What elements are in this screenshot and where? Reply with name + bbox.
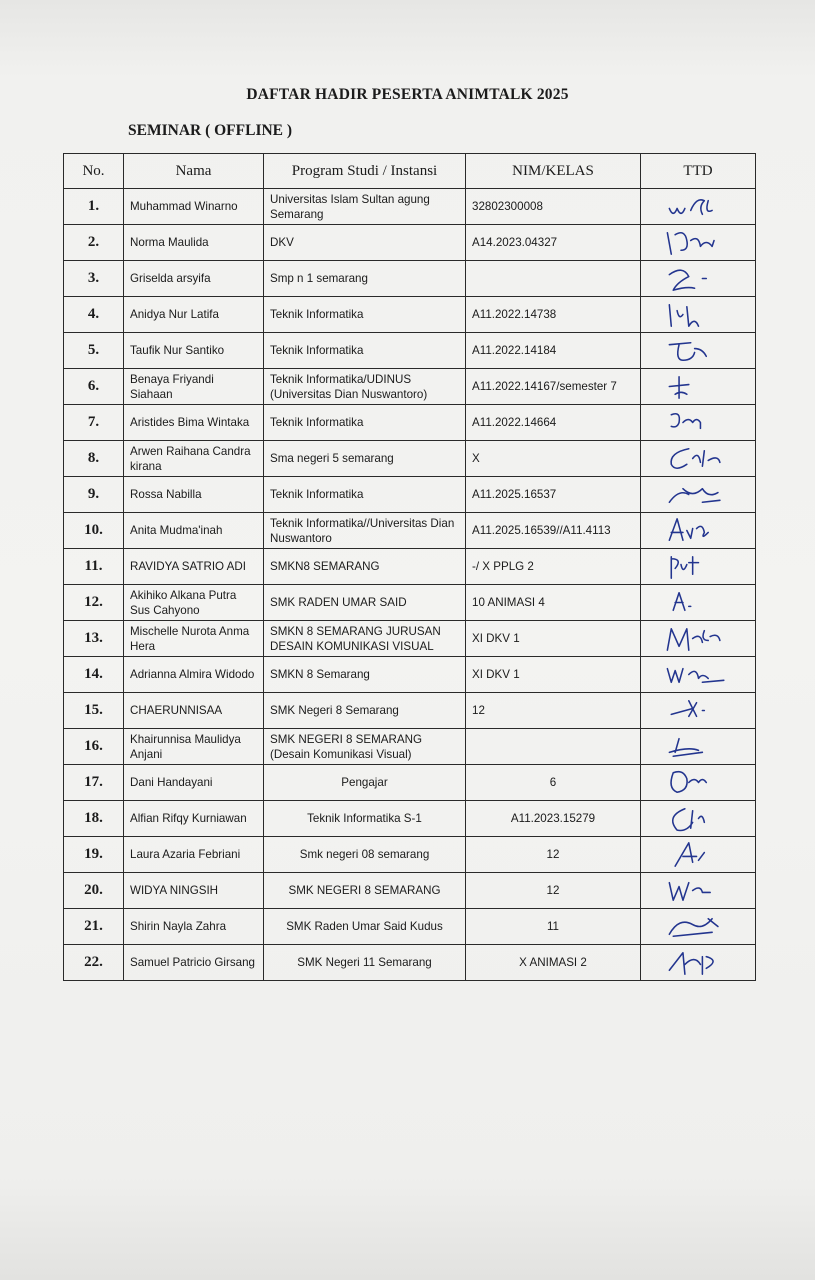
header-program: Program Studi / Instansi	[264, 154, 466, 189]
participant-program: SMKN 8 SEMARANG JURUSAN DESAIN KOMUNIKASI VISUAL	[264, 621, 466, 657]
participant-name: Alfian Rifqy Kurniawan	[124, 801, 264, 837]
handwritten-signature	[641, 477, 756, 512]
row-number: 20.	[64, 873, 124, 909]
table-row	[64, 729, 756, 765]
participant-nim: A14.2023.04327	[466, 225, 641, 261]
participant-name: Arwen Raihana Candra kirana	[124, 441, 264, 477]
document-subtitle: SEMINAR ( OFFLINE )	[128, 122, 293, 139]
participant-signature	[641, 909, 756, 945]
table-row	[64, 693, 756, 729]
document-title: DAFTAR HADIR PESERTA ANIMTALK 2025	[246, 86, 569, 103]
participant-signature	[641, 405, 756, 441]
participant-name: RAVIDYA SATRIO ADI	[124, 549, 264, 585]
participant-name: Anita Mudma'inah	[124, 513, 264, 549]
row-number: 18.	[64, 801, 124, 837]
table-row	[64, 585, 756, 621]
header-nama: Nama	[124, 154, 264, 189]
handwritten-signature	[641, 189, 756, 224]
table-row	[64, 369, 756, 405]
row-number: 4.	[64, 297, 124, 333]
participant-signature	[641, 369, 756, 405]
participant-program: Universitas Islam Sultan agung Semarang	[264, 189, 466, 225]
participant-program: Teknik Informatika//Universitas Dian Nuswantoro	[264, 513, 466, 549]
participant-nim: A11.2022.14738	[466, 297, 641, 333]
row-number: 19.	[64, 837, 124, 873]
row-number: 7.	[64, 405, 124, 441]
participant-program: Pengajar	[264, 765, 466, 801]
participant-program: Teknik Informatika	[264, 297, 466, 333]
participant-signature	[641, 333, 756, 369]
table-row	[64, 513, 756, 549]
participant-nim: A11.2023.15279	[466, 801, 641, 837]
participant-nim	[466, 729, 641, 765]
table-row	[64, 621, 756, 657]
participant-program: SMKN 8 Semarang	[264, 657, 466, 693]
participant-nim: 12	[466, 693, 641, 729]
handwritten-signature	[641, 801, 756, 836]
participant-nim: XI DKV 1	[466, 621, 641, 657]
participant-name: Norma Maulida	[124, 225, 264, 261]
handwritten-signature	[641, 621, 756, 656]
participant-signature	[641, 945, 756, 981]
table-row	[64, 225, 756, 261]
table-row	[64, 189, 756, 225]
participant-signature	[641, 225, 756, 261]
participant-program: Smk negeri 08 semarang	[264, 837, 466, 873]
row-number: 1.	[64, 189, 124, 225]
participant-signature	[641, 477, 756, 513]
participant-nim: XI DKV 1	[466, 657, 641, 693]
participant-name: Adrianna Almira Widodo	[124, 657, 264, 693]
row-number: 21.	[64, 909, 124, 945]
row-number: 16.	[64, 729, 124, 765]
handwritten-signature	[641, 225, 756, 260]
row-number: 12.	[64, 585, 124, 621]
table-row	[64, 441, 756, 477]
participant-program: Teknik Informatika	[264, 333, 466, 369]
handwritten-signature	[641, 369, 756, 404]
participant-name: Griselda arsyifa	[124, 261, 264, 297]
participant-nim: A11.2022.14664	[466, 405, 641, 441]
participant-name: Dani Handayani	[124, 765, 264, 801]
participant-signature	[641, 513, 756, 549]
participant-program: Teknik Informatika/UDINUS (Universitas Dian Nuswantoro)	[264, 369, 466, 405]
participant-nim: 10 ANIMASI 4	[466, 585, 641, 621]
participant-program: Teknik Informatika S-1	[264, 801, 466, 837]
handwritten-signature	[641, 549, 756, 584]
handwritten-signature	[641, 837, 756, 872]
handwritten-signature	[641, 729, 756, 764]
participant-signature	[641, 765, 756, 801]
handwritten-signature	[641, 333, 756, 368]
table-row	[64, 477, 756, 513]
participant-nim: A11.2022.14184	[466, 333, 641, 369]
participant-program: SMK NEGERI 8 SEMARANG (Desain Komunikasi Visual)	[264, 729, 466, 765]
participant-signature	[641, 549, 756, 585]
table-row	[64, 909, 756, 945]
participant-program: Sma negeri 5 semarang	[264, 441, 466, 477]
participant-nim: -/ X PPLG 2	[466, 549, 641, 585]
row-number: 9.	[64, 477, 124, 513]
participant-name: Khairunnisa Maulidya Anjani	[124, 729, 264, 765]
participant-signature	[641, 441, 756, 477]
participant-name: Laura Azaria Febriani	[124, 837, 264, 873]
participant-signature	[641, 297, 756, 333]
header-no: No.	[64, 154, 124, 189]
participant-nim: A11.2025.16537	[466, 477, 641, 513]
row-number: 11.	[64, 549, 124, 585]
participant-nim: 6	[466, 765, 641, 801]
participant-nim: 32802300008	[466, 189, 641, 225]
participant-signature	[641, 837, 756, 873]
participant-name: Mischelle Nurota Anma Hera	[124, 621, 264, 657]
row-number: 15.	[64, 693, 124, 729]
participant-program: Smp n 1 semarang	[264, 261, 466, 297]
handwritten-signature	[641, 405, 756, 440]
participant-nim: X	[466, 441, 641, 477]
participant-name: Anidya Nur Latifa	[124, 297, 264, 333]
participant-name: Rossa Nabilla	[124, 477, 264, 513]
table-row	[64, 801, 756, 837]
table-row	[64, 261, 756, 297]
header-ttd: TTD	[641, 154, 756, 189]
participant-nim: X ANIMASI 2	[466, 945, 641, 981]
participant-name: Muhammad Winarno	[124, 189, 264, 225]
participant-nim: A11.2022.14167/semester 7	[466, 369, 641, 405]
row-number: 10.	[64, 513, 124, 549]
participant-name: Akihiko Alkana Putra Sus Cahyono	[124, 585, 264, 621]
participant-signature	[641, 693, 756, 729]
table-row	[64, 297, 756, 333]
participant-program: DKV	[264, 225, 466, 261]
participant-signature	[641, 801, 756, 837]
row-number: 17.	[64, 765, 124, 801]
row-number: 22.	[64, 945, 124, 981]
table-header-row	[64, 154, 756, 189]
table-row	[64, 873, 756, 909]
participant-name: Taufik Nur Santiko	[124, 333, 264, 369]
participant-program: SMKN8 SEMARANG	[264, 549, 466, 585]
row-number: 5.	[64, 333, 124, 369]
row-number: 14.	[64, 657, 124, 693]
table-row	[64, 837, 756, 873]
handwritten-signature	[641, 657, 756, 692]
participant-program: Teknik Informatika	[264, 477, 466, 513]
table-row	[64, 405, 756, 441]
participant-signature	[641, 873, 756, 909]
participant-nim	[466, 261, 641, 297]
table-row	[64, 765, 756, 801]
handwritten-signature	[641, 441, 756, 476]
participant-program: SMK Raden Umar Said Kudus	[264, 909, 466, 945]
participant-name: Benaya Friyandi Siahaan	[124, 369, 264, 405]
handwritten-signature	[641, 945, 756, 980]
participant-nim: A11.2025.16539//A11.4113	[466, 513, 641, 549]
participant-signature	[641, 729, 756, 765]
handwritten-signature	[641, 585, 756, 620]
row-number: 2.	[64, 225, 124, 261]
participant-program: SMK RADEN UMAR SAID	[264, 585, 466, 621]
handwritten-signature	[641, 873, 756, 908]
participant-signature	[641, 657, 756, 693]
row-number: 6.	[64, 369, 124, 405]
participant-nim: 12	[466, 873, 641, 909]
handwritten-signature	[641, 765, 756, 800]
handwritten-signature	[641, 909, 756, 944]
handwritten-signature	[641, 693, 756, 728]
attendance-table	[63, 153, 756, 981]
participant-signature	[641, 261, 756, 297]
participant-name: Samuel Patricio Girsang	[124, 945, 264, 981]
handwritten-signature	[641, 297, 756, 332]
table-row	[64, 657, 756, 693]
header-nim: NIM/KELAS	[466, 154, 641, 189]
participant-signature	[641, 585, 756, 621]
handwritten-signature	[641, 261, 756, 296]
participant-nim: 11	[466, 909, 641, 945]
participant-name: Aristides Bima Wintaka	[124, 405, 264, 441]
participant-name: CHAERUNNISAA	[124, 693, 264, 729]
table-body	[64, 189, 756, 981]
participant-signature	[641, 621, 756, 657]
handwritten-signature	[641, 513, 756, 548]
participant-program: SMK NEGERI 8 SEMARANG	[264, 873, 466, 909]
participant-name: WIDYA NINGSIH	[124, 873, 264, 909]
participant-signature	[641, 189, 756, 225]
table-row	[64, 549, 756, 585]
participant-program: Teknik Informatika	[264, 405, 466, 441]
row-number: 3.	[64, 261, 124, 297]
participant-program: SMK Negeri 8 Semarang	[264, 693, 466, 729]
participant-program: SMK Negeri 11 Semarang	[264, 945, 466, 981]
table-row	[64, 945, 756, 981]
table-row	[64, 333, 756, 369]
row-number: 13.	[64, 621, 124, 657]
row-number: 8.	[64, 441, 124, 477]
participant-nim: 12	[466, 837, 641, 873]
participant-name: Shirin Nayla Zahra	[124, 909, 264, 945]
